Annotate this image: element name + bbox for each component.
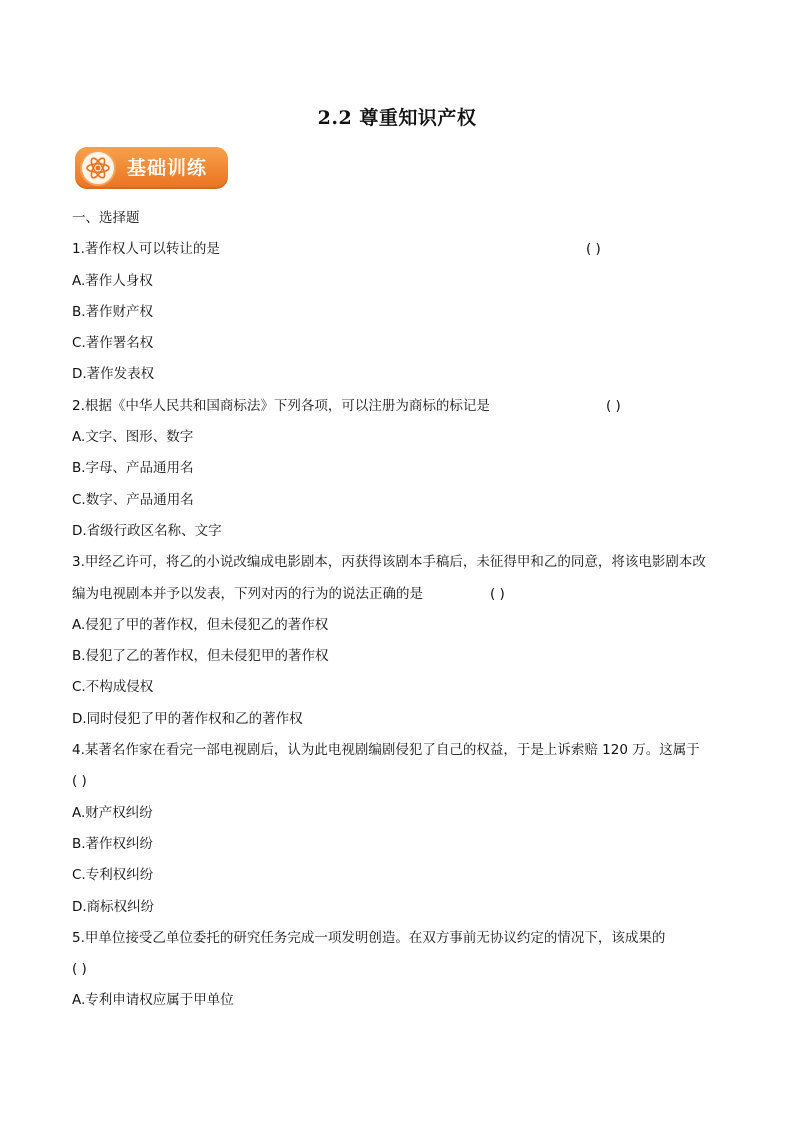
option-item: A.文字、图形、数字 [72,429,194,446]
option-item: A.专利申请权应属于甲单位 [72,992,234,1009]
answer-blank: ( ) [490,585,505,602]
question-stem [72,234,732,265]
question-stem: 3.甲经乙许可，将乙的小说改编成电影剧本，丙获得该剧本手稿后，未征得甲和乙的同意，将该电影剧本改 [72,554,706,571]
question-text: 1.著作权人可以转让的是 [72,241,220,258]
option-item: B.侵犯了乙的著作权，但未侵犯甲的著作权 [72,648,329,665]
page-title: 2.2 尊重知识产权 [317,107,477,129]
question-text: 编为电视剧本并予以发表，下列对丙的行为的说法正确的是 [72,585,423,602]
option-item: A.著作人身权 [72,272,153,289]
option-item: C.著作署名权 [72,335,154,352]
answer-blank: ( ) [72,773,87,790]
atom-icon [80,150,116,186]
question-stem [72,391,732,422]
option-item: C.数字、产品通用名 [72,491,194,508]
badge-label: 基础训练 [127,157,208,179]
option-item: C.专利权纠纷 [72,867,154,884]
answer-blank: ( ) [606,397,621,414]
option-item: C.不构成侵权 [72,679,154,696]
question-stem: 4.某著名作家在看完一部电视剧后，认为此电视剧编剧侵犯了自己的权益，于是上诉索赔 120 万。这属于 [72,742,700,759]
question-list [72,203,732,1017]
answer-blank: ( ) [586,241,601,258]
answer-blank: ( ) [72,961,87,978]
option-item: A.财产权纠纷 [72,804,153,821]
option-item: B.著作权纠纷 [72,835,154,852]
option-item: A.侵犯了甲的著作权，但未侵犯乙的著作权 [72,616,329,633]
option-item: D.同时侵犯了甲的著作权和乙的著作权 [72,710,303,727]
option-item: D.商标权纠纷 [72,898,155,915]
option-item: B.著作财产权 [72,303,154,320]
option-item: B.字母、产品通用名 [72,460,194,477]
question-text: 2.根据《中华人民共和国商标法》下列各项，可以注册为商标的标记是 [72,397,490,414]
option-item: D.著作发表权 [72,366,155,383]
option-item: D.省级行政区名称、文字 [72,522,222,539]
question-stem: 5.甲单位接受乙单位委托的研究任务完成一项发明创造。在双方事前无协议约定的情况下，该成果的 [72,929,666,946]
section-badge [75,147,228,189]
section-heading: 一、选择题 [72,210,140,226]
question-stem-continued [72,579,732,610]
